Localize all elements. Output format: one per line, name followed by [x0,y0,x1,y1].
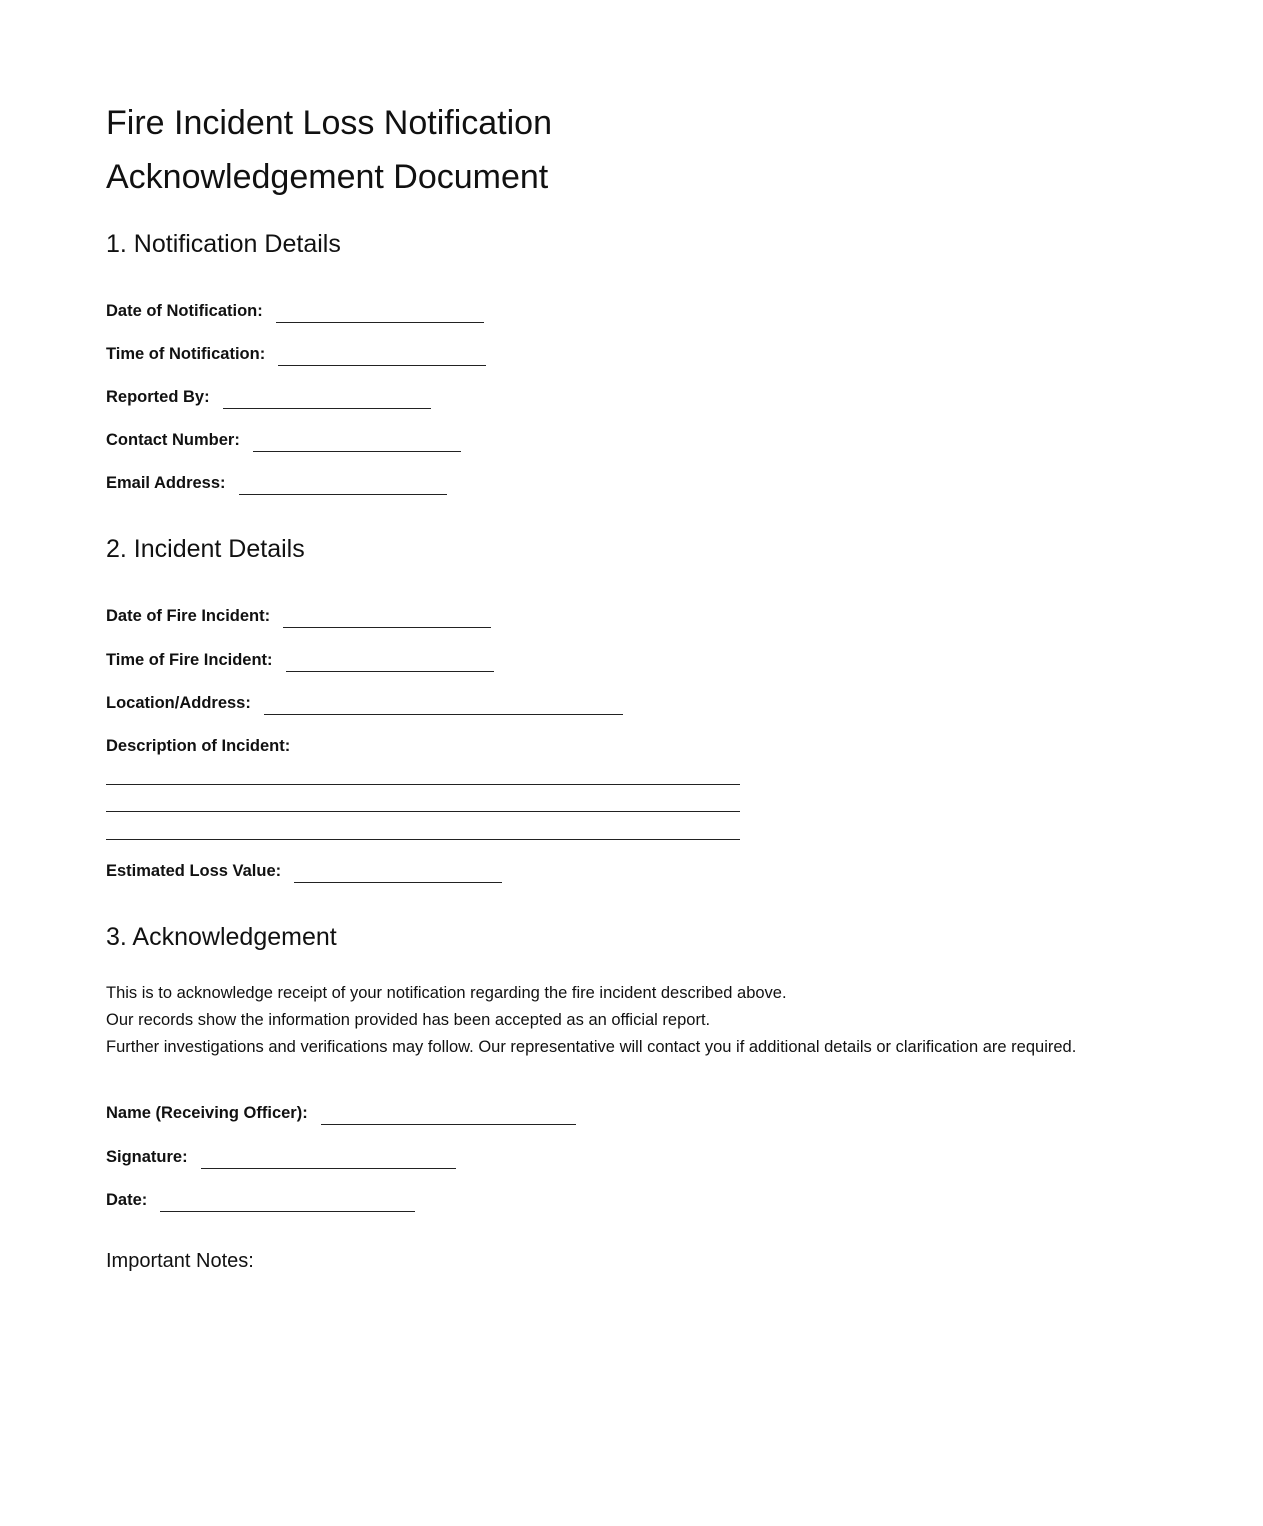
field-label: Email Address: [106,474,226,492]
estimated-loss-value-input-line[interactable] [294,882,502,883]
time-of-notification-field [106,342,486,364]
estimated-loss-value-field [106,859,502,881]
field-label: Contact Number: [106,431,240,449]
field-label: Date of Notification: [106,302,263,320]
field-label: Date: [106,1191,148,1209]
date-input-line[interactable] [160,1211,415,1212]
description-input-line[interactable] [106,839,740,840]
time-of-notification-input-line[interactable] [278,365,486,366]
date-of-notification-field [106,299,484,321]
time-of-fire-incident-field [106,648,494,670]
reported-by-field [106,385,431,407]
contact-number-field [106,428,461,450]
reported-by-input-line[interactable] [223,408,431,409]
section-heading-incident-details: 2. Incident Details [106,535,305,563]
date-of-notification-input-line[interactable] [276,322,484,323]
field-label: Time of Notification: [106,345,266,363]
field-label: Reported By: [106,388,210,406]
date-of-fire-incident-field [106,604,491,626]
contact-number-input-line[interactable] [253,451,461,452]
description-of-incident-field [106,734,290,756]
field-label: Time of Fire Incident: [106,651,273,669]
document-title: Fire Incident Loss Notification Acknowledgement Document [106,104,552,196]
location-address-field [106,691,623,713]
field-label: Description of Incident: [106,737,291,755]
time-of-fire-incident-input-line[interactable] [286,671,494,672]
description-input-line[interactable] [106,784,740,785]
field-label: Date of Fire Incident: [106,607,271,625]
section-heading-notification-details: 1. Notification Details [106,230,341,258]
email-address-field [106,471,447,493]
description-input-line[interactable] [106,811,740,812]
email-address-input-line[interactable] [239,494,447,495]
date-field [106,1188,415,1210]
signature-field [106,1145,456,1167]
acknowledgement-line: This is to acknowledge receipt of your notification regarding the fire incident described above. [106,984,787,1002]
receiving-officer-name-field [106,1101,576,1123]
signature-input-line[interactable] [201,1168,456,1169]
acknowledgement-paragraph [106,980,1076,1061]
acknowledgement-line: Our records show the information provided has been accepted as an official report. [106,1011,711,1029]
location-address-input-line[interactable] [264,714,623,715]
receiving-officer-name-input-line[interactable] [321,1124,576,1125]
acknowledgement-line: Further investigations and verifications may follow. Our representative will contact you if additional details or clarification are required. [106,1038,1077,1056]
field-label: Name (Receiving Officer): [106,1104,308,1122]
field-label: Estimated Loss Value: [106,862,282,880]
date-of-fire-incident-input-line[interactable] [283,627,491,628]
field-label: Signature: [106,1148,188,1166]
important-notes-heading: Important Notes: [106,1250,254,1272]
section-heading-acknowledgement: 3. Acknowledgement [106,923,337,951]
field-label: Location/Address: [106,694,251,712]
